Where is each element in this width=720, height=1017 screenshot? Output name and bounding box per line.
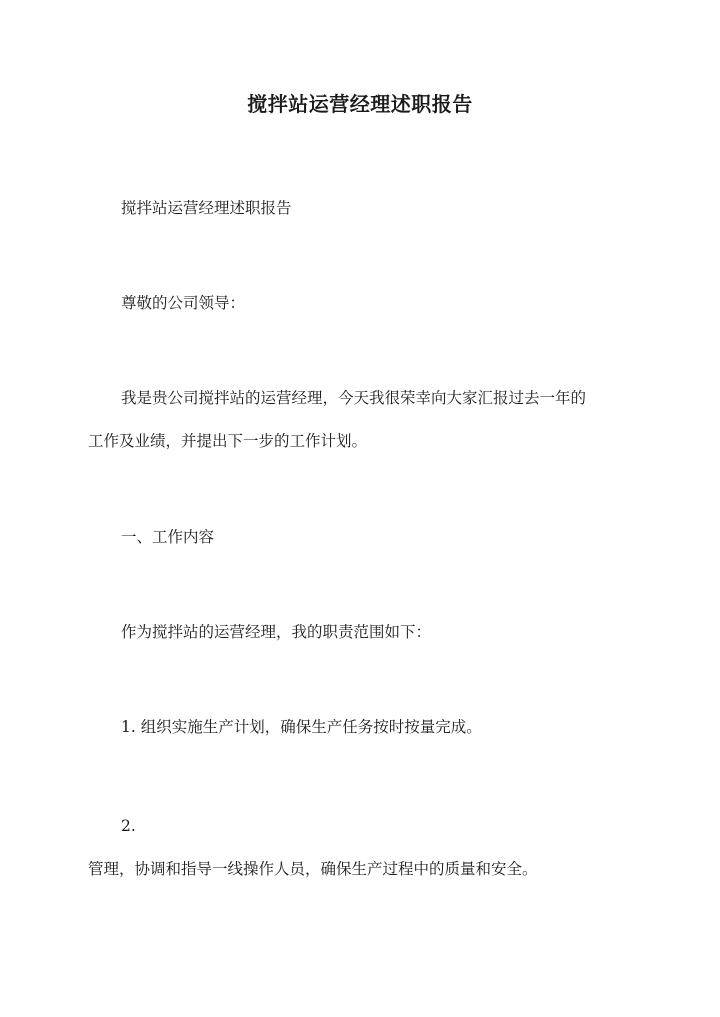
- section-heading-work-content: 一、工作内容: [121, 528, 215, 546]
- list-item-1: 1. 组织实施生产计划，确保生产任务按时按量完成。: [121, 718, 482, 736]
- list-item-2-text: 管理，协调和指导一线操作人员，确保生产过程中的质量和安全。: [88, 860, 538, 878]
- document-title: 搅拌站运营经理述职报告: [247, 92, 473, 116]
- salutation-paragraph: 尊敬的公司领导：: [121, 294, 246, 312]
- intro-paragraph-line-1: 我是贵公司搅拌站的运营经理，今天我很荣幸向大家汇报过去一年的: [121, 389, 587, 407]
- heading-repeat-paragraph: 搅拌站运营经理述职报告: [121, 199, 292, 217]
- list-item-2-number: 2.: [121, 817, 136, 835]
- duties-intro-paragraph: 作为搅拌站的运营经理，我的职责范围如下：: [121, 623, 432, 641]
- intro-paragraph-line-2: 工作及业绩，并提出下一步的工作计划。: [88, 432, 368, 450]
